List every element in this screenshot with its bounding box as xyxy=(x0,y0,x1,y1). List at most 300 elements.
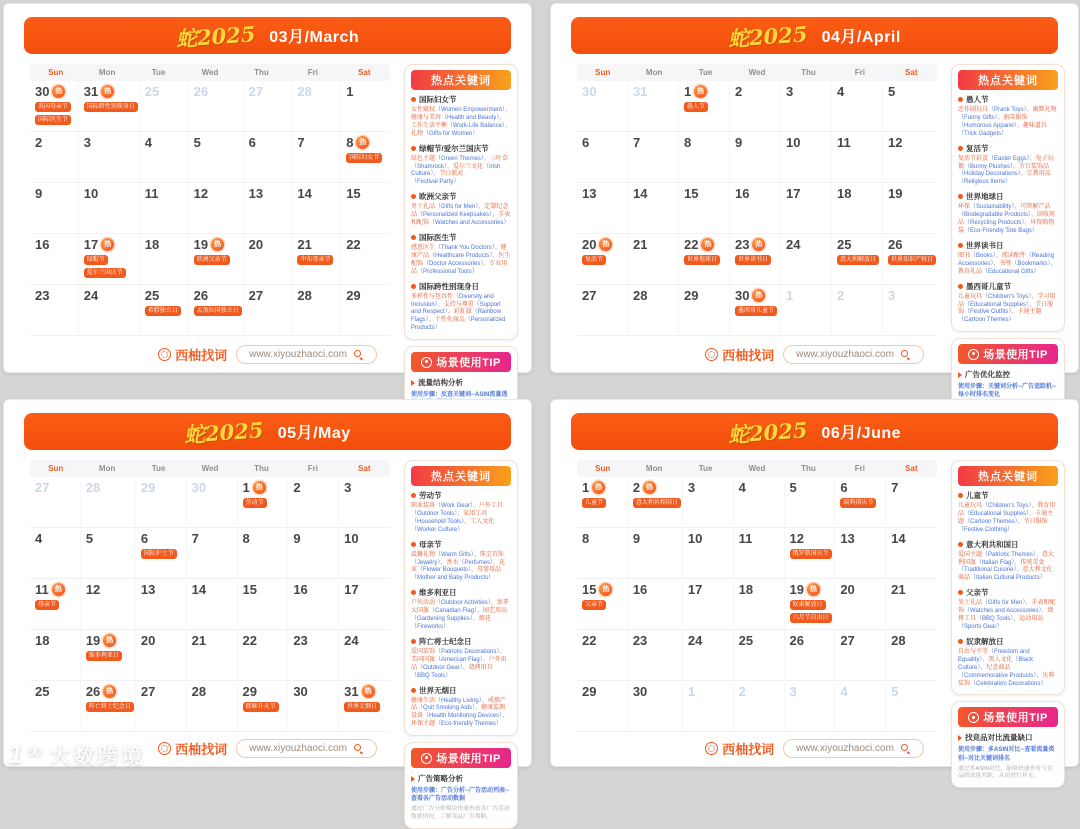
search-icon[interactable] xyxy=(354,744,364,754)
term-cn: 、节日服饰 xyxy=(958,301,1054,316)
term-cn: 、烧烤用具 xyxy=(462,664,493,671)
date-line xyxy=(837,237,881,252)
date-cell xyxy=(292,132,341,183)
date-number: 1 xyxy=(346,84,354,99)
date-number: 5 xyxy=(789,480,797,495)
term-en: （Healthcare Products） xyxy=(429,252,493,259)
keyword-terms xyxy=(958,156,1058,188)
tip-header-text: 场景使用TIP xyxy=(436,753,501,766)
date-number: 13 xyxy=(582,186,597,201)
keyword-terms xyxy=(411,245,511,277)
term-en: （Outdoor Tools） xyxy=(411,510,458,517)
term-en: （Festive Outfits） xyxy=(964,309,1012,316)
hot-badge-icon: 热 xyxy=(752,238,765,251)
holiday-badge: 父亲节 xyxy=(582,600,606,610)
website-pill[interactable] xyxy=(783,345,924,364)
term-en: （Educational Supplies） xyxy=(964,301,1030,308)
bullet-dot-icon xyxy=(411,235,416,240)
date-number: 27 xyxy=(248,288,264,303)
term-cn: 多样性与包容性 xyxy=(411,293,454,300)
keywords-header: 热点关键词 xyxy=(411,466,511,486)
keywords-header: 热点关键词 xyxy=(411,70,511,90)
keyword-terms xyxy=(411,294,511,334)
date-number: 31 xyxy=(83,84,99,99)
holiday-badge: 欧洲父亲节 xyxy=(194,255,230,265)
date-cell xyxy=(136,477,187,528)
term-en: （Healthy Living） xyxy=(435,697,482,704)
term-cn: 、香水 xyxy=(440,559,459,566)
term-cn: 、意大利文化商品 xyxy=(958,567,1053,582)
date-cell xyxy=(187,630,238,681)
date-number: 1 xyxy=(683,84,692,99)
calendar-grid xyxy=(30,477,390,732)
calendar-grid xyxy=(30,81,390,336)
date-cell xyxy=(288,579,339,630)
date-line xyxy=(688,480,732,495)
date-line xyxy=(888,237,936,252)
date-cell xyxy=(79,285,140,336)
term-en: （BBQ Tools） xyxy=(976,616,1014,623)
bullet-dot-icon xyxy=(411,284,416,289)
date-number: 21 xyxy=(891,582,906,597)
holiday-badge: 国际跨性别现身日 xyxy=(84,102,138,112)
term-en: （Educational Gifts） xyxy=(982,268,1040,275)
date-cell xyxy=(30,132,79,183)
date-line xyxy=(297,288,339,303)
date-line xyxy=(888,186,936,201)
date-line xyxy=(346,237,389,252)
term-cn: 职业装备 xyxy=(411,503,436,509)
keyword-terms xyxy=(411,503,511,535)
search-icon[interactable] xyxy=(354,350,364,360)
term-cn: 、兔子玩偶 xyxy=(958,155,1054,170)
date-number: 25 xyxy=(738,633,754,648)
term-en: （Green Themes） xyxy=(435,155,484,162)
weekday-label: Thu xyxy=(254,464,269,473)
date-cell xyxy=(577,681,628,732)
term-cn: 健康生活 xyxy=(411,697,436,704)
date-cell xyxy=(835,528,886,579)
term-cn: 、趣味道具 xyxy=(1016,122,1047,129)
date-number: 2 xyxy=(35,135,43,150)
term-en: （Holiday Decorations） xyxy=(958,171,1021,178)
date-number: 30 xyxy=(582,84,597,99)
keyword-terms xyxy=(411,156,511,188)
keywords-header: 热点关键词 xyxy=(958,466,1058,486)
date-line xyxy=(35,186,77,201)
date-cell xyxy=(683,681,734,732)
bullet-dot-icon xyxy=(958,284,963,289)
date-line xyxy=(194,288,242,303)
date-line xyxy=(84,288,138,303)
keyword-title xyxy=(411,490,511,501)
weekday-label: Tue xyxy=(698,68,713,77)
date-line xyxy=(297,186,339,201)
search-icon[interactable] xyxy=(901,350,911,360)
date-number: 11 xyxy=(144,186,159,201)
holiday-badge: 瑞典国庆节 xyxy=(840,498,876,508)
holiday-badge: 奴隶解放日 xyxy=(790,600,826,610)
date-number: 8 xyxy=(346,135,354,150)
term-cn: 、传统美食 xyxy=(1014,559,1045,566)
date-number: 30 xyxy=(191,480,207,495)
tip-note: 通过广告分析模块快速查看各广告活动数据情况，了解竞品广告策略。 xyxy=(411,806,510,821)
date-cell xyxy=(30,579,81,630)
calendar xyxy=(577,64,937,336)
term-en: （Educational Supplies） xyxy=(964,510,1030,517)
date-number: 4 xyxy=(35,531,43,546)
date-line xyxy=(293,582,337,597)
date-line xyxy=(582,237,626,252)
term-en: （Patriotic Themes） xyxy=(982,551,1036,558)
date-line xyxy=(293,480,337,495)
date-number: 5 xyxy=(887,84,896,99)
holiday-badge: 国际医生节 xyxy=(35,115,71,125)
date-number: 27 xyxy=(140,684,156,699)
date-line xyxy=(891,531,936,546)
term-cn: 、加拿大国旗 xyxy=(411,600,509,615)
keyword-title-text: 劳动节 xyxy=(419,491,442,500)
website-url: www.xiyouzhaoci.com xyxy=(249,349,347,360)
date-number: 11 xyxy=(738,531,753,546)
date-number: 9 xyxy=(35,186,43,201)
term-en: （Irish Culture） xyxy=(411,163,501,178)
keyword-title-text: 母亲节 xyxy=(419,539,442,549)
bullet-dot-icon xyxy=(411,493,416,498)
brand-name: 西柚找词 xyxy=(175,742,228,757)
date-number: 3 xyxy=(887,288,896,303)
date-number: 4 xyxy=(144,135,153,150)
weekday-label: Sun xyxy=(48,68,64,77)
date-cell xyxy=(679,234,730,285)
date-line xyxy=(344,684,389,699)
date-cell xyxy=(30,81,79,132)
keyword-terms xyxy=(958,294,1058,326)
term-en: （Support and Respect） xyxy=(411,301,501,316)
holiday-badge: 希腊独立日 xyxy=(145,306,181,316)
date-number: 26 xyxy=(193,84,209,99)
weekday-header-row xyxy=(30,460,390,477)
tip-steps: 使用步骤：广告分析--广告活动列表--查看各广告活动数据 xyxy=(411,788,509,803)
date-line xyxy=(786,288,830,303)
snake-2025-logo: 蛇2025 xyxy=(183,416,265,448)
hot-badge-icon: 热 xyxy=(752,289,765,302)
date-line xyxy=(684,237,728,252)
tip-header-text: 场景使用TIP xyxy=(983,349,1048,362)
date-number: 29 xyxy=(683,288,699,303)
date-cell xyxy=(679,132,730,183)
term-en: （Diversity and Inclusion） xyxy=(411,293,494,308)
term-en: （Religious Items） xyxy=(958,179,1012,186)
date-line xyxy=(192,582,236,597)
date-line xyxy=(293,684,337,699)
date-number: 12 xyxy=(887,135,903,150)
term-en: （Trick Gadgets） xyxy=(958,130,1008,137)
weekday-label: Tue xyxy=(151,68,166,77)
date-number: 8 xyxy=(683,135,692,150)
date-cell xyxy=(835,630,886,681)
term-cn: 、宗教用品 xyxy=(1020,171,1051,178)
website-pill[interactable] xyxy=(783,739,924,758)
date-cell xyxy=(189,132,244,183)
holiday-badge: 六月节自由日 xyxy=(790,613,832,623)
term-cn: 、节日服饰 xyxy=(1017,518,1048,525)
date-line xyxy=(739,633,783,648)
date-line xyxy=(633,480,681,495)
month-header xyxy=(571,413,1058,450)
date-line xyxy=(735,237,779,252)
date-cell xyxy=(136,630,187,681)
date-number: 18 xyxy=(738,582,754,597)
month-header xyxy=(571,17,1058,54)
date-number: 17 xyxy=(687,582,703,597)
term-en: （Thank You Doctors） xyxy=(435,244,495,251)
date-cell xyxy=(730,234,781,285)
date-line xyxy=(582,633,626,648)
grapefruit-logo-icon xyxy=(705,742,718,755)
weekday-label: Thu xyxy=(801,68,816,77)
keyword-title xyxy=(411,281,511,292)
date-line xyxy=(346,135,389,150)
month-title: 06月/June xyxy=(821,425,902,442)
date-cell xyxy=(577,234,628,285)
date-line xyxy=(35,237,77,252)
keywords-box xyxy=(404,460,518,736)
date-line xyxy=(192,633,236,648)
tip-topic-text: 广告优化监控 xyxy=(965,370,1010,380)
date-line xyxy=(688,684,732,699)
keyword-terms xyxy=(958,552,1058,584)
grapefruit-logo-icon xyxy=(158,348,171,361)
term-en: （Patriotic Decorations） xyxy=(435,648,500,655)
date-number: 9 xyxy=(632,531,641,546)
term-cn: 、户外工具 xyxy=(472,503,503,509)
date-number: 12 xyxy=(85,582,101,597)
date-cell xyxy=(883,285,937,336)
weekday-header-row xyxy=(577,64,937,81)
date-line xyxy=(35,84,77,99)
term-en: （Quit Smoking Aids） xyxy=(417,705,476,712)
date-line xyxy=(84,237,138,252)
date-line xyxy=(633,684,681,699)
term-en: （Black Culture） xyxy=(958,656,1034,671)
term-cn: 儿童玩具 xyxy=(958,293,983,300)
tip-header-text: 场景使用TIP xyxy=(983,712,1048,725)
date-cell xyxy=(781,285,832,336)
holiday-badge: 英国母亲节 xyxy=(35,102,71,112)
term-en: （Worker Culture） xyxy=(411,526,464,533)
keyword-title xyxy=(411,587,511,598)
date-number: 20 xyxy=(582,237,597,252)
calendar xyxy=(577,460,937,732)
date-cell xyxy=(628,579,683,630)
date-line xyxy=(790,684,834,699)
date-number: 27 xyxy=(582,288,597,303)
term-en: （Bunny Plushes） xyxy=(964,163,1014,170)
weekday-label: Mon xyxy=(98,464,116,473)
holiday-badge: 意大利共和国日 xyxy=(633,498,681,508)
hot-badge-icon: 热 xyxy=(253,481,266,494)
date-cell xyxy=(140,285,189,336)
term-en: （Easter Eggs） xyxy=(988,155,1030,162)
date-line xyxy=(837,135,881,150)
term-en: （Celebration Decorations） xyxy=(970,680,1047,687)
holiday-badge: 世界知识产权日 xyxy=(888,255,936,265)
term-en: （Doctor Accessories） xyxy=(423,260,484,267)
date-cell xyxy=(883,132,937,183)
term-cn: 复活节彩蛋 xyxy=(958,155,989,162)
keyword-terms xyxy=(958,107,1058,139)
date-cell xyxy=(288,630,339,681)
hot-badge-icon: 热 xyxy=(599,238,612,251)
term-en: （Canadian Flag） xyxy=(429,608,478,615)
watermark-logo-digit: 1 xyxy=(8,739,24,769)
keyword-title xyxy=(958,240,1058,251)
keyword-item xyxy=(958,143,1058,188)
date-cell xyxy=(883,183,937,234)
term-cn: 、节日派对 xyxy=(433,171,464,178)
weekday-label: Tue xyxy=(698,464,713,473)
date-line xyxy=(739,531,783,546)
grapefruit-logo-icon xyxy=(158,742,171,755)
holiday-badge: 中东母亲节 xyxy=(297,255,333,265)
date-cell xyxy=(30,681,81,732)
weekday-label: Sat xyxy=(905,68,918,77)
date-line xyxy=(891,633,936,648)
term-cn: 、节日装饰品 xyxy=(1013,163,1050,170)
date-number: 26 xyxy=(789,633,804,648)
date-line xyxy=(35,531,79,546)
date-number: 24 xyxy=(344,633,359,648)
date-line xyxy=(840,582,884,597)
term-cn: 、搞笑服饰 xyxy=(997,114,1028,121)
website-url: www.xiyouzhaoci.com xyxy=(249,743,347,754)
holiday-badge: 劳动节 xyxy=(243,498,267,508)
term-en: （Sports Gear） xyxy=(958,623,1003,630)
keyword-title xyxy=(958,281,1058,292)
date-line xyxy=(790,531,834,546)
date-number: 21 xyxy=(191,633,207,648)
panel-footer xyxy=(4,345,531,364)
date-cell xyxy=(628,528,683,579)
date-cell xyxy=(288,477,339,528)
date-cell xyxy=(238,477,289,528)
term-cn: 、烧烤工具 xyxy=(958,608,1054,623)
date-number: 3 xyxy=(789,684,797,699)
date-line xyxy=(86,480,134,495)
keyword-terms xyxy=(958,503,1058,535)
keyword-item xyxy=(411,232,511,277)
date-line xyxy=(35,684,79,699)
date-line xyxy=(891,582,936,597)
holiday-badge: 国际护士节 xyxy=(141,549,177,559)
date-number: 30 xyxy=(293,684,308,699)
term-cn: 爱国装饰 xyxy=(411,648,436,655)
date-cell xyxy=(341,183,390,234)
date-cell xyxy=(832,132,883,183)
date-number: 30 xyxy=(632,684,648,699)
holiday-badge: 母亲节 xyxy=(35,600,59,610)
keywords-header: 热点关键词 xyxy=(958,70,1058,90)
date-line xyxy=(739,582,783,597)
date-cell xyxy=(339,681,390,732)
keyword-item xyxy=(958,490,1058,535)
date-number: 7 xyxy=(297,135,305,150)
term-cn: 儿童玩具 xyxy=(958,503,983,509)
keyword-item xyxy=(958,539,1058,584)
website-pill[interactable] xyxy=(236,739,377,758)
hot-badge-icon: 热 xyxy=(101,238,114,251)
date-cell xyxy=(628,132,679,183)
date-cell xyxy=(81,630,136,681)
date-number: 16 xyxy=(632,582,648,597)
term-en: （Festival Party） xyxy=(411,179,460,186)
date-number: 21 xyxy=(297,237,312,252)
tip-steps: 使用步骤：反查关键词--ASIN流量透 xyxy=(411,392,508,399)
term-cn: 、健康与美容 xyxy=(411,107,511,121)
calendar-card-march xyxy=(3,3,532,399)
date-line xyxy=(35,288,77,303)
date-line xyxy=(786,84,830,99)
weekday-header-row xyxy=(577,460,937,477)
date-line xyxy=(346,288,389,303)
search-icon[interactable] xyxy=(901,744,911,754)
date-number: 25 xyxy=(35,684,50,699)
date-line xyxy=(582,135,626,150)
term-cn: 、卡通主题 xyxy=(958,510,1054,525)
date-line xyxy=(293,531,337,546)
date-number: 11 xyxy=(836,135,851,150)
date-number: 3 xyxy=(785,84,794,99)
website-pill[interactable] xyxy=(236,345,377,364)
date-number: 23 xyxy=(293,633,308,648)
term-en: （Personalized Keepsakes） xyxy=(417,212,493,219)
triangle-bullet-icon xyxy=(411,776,415,782)
date-number: 5 xyxy=(891,684,899,699)
term-cn: 、户外用品 xyxy=(411,656,507,671)
term-cn: 、意大利国旗 xyxy=(958,551,1054,566)
date-line xyxy=(194,237,242,252)
date-number: 7 xyxy=(191,531,199,546)
date-line xyxy=(35,480,79,495)
date-number: 4 xyxy=(738,480,746,495)
bullet-dot-icon xyxy=(958,146,963,151)
term-en: （Professional Tools） xyxy=(417,268,478,275)
date-number: 10 xyxy=(687,531,703,546)
date-number: 11 xyxy=(35,582,49,597)
keyword-title-text: 父亲节 xyxy=(966,588,989,598)
date-line xyxy=(141,480,185,495)
date-cell xyxy=(679,183,730,234)
term-cn: 、环保主题 xyxy=(411,713,509,728)
date-cell xyxy=(683,477,734,528)
hot-badge-icon: 热 xyxy=(592,481,605,494)
tip-topic-text: 找竞品对比流量缺口 xyxy=(965,733,1033,743)
date-cell xyxy=(577,285,628,336)
date-number: 28 xyxy=(297,84,312,99)
date-line xyxy=(837,186,881,201)
term-cn: 、运动用品 xyxy=(1013,616,1044,623)
term-en: （Women Empowerment） xyxy=(435,107,505,113)
date-line xyxy=(582,582,626,597)
tip-topic xyxy=(958,369,1058,380)
date-line xyxy=(582,84,626,99)
date-number: 5 xyxy=(85,531,94,546)
date-cell xyxy=(730,183,781,234)
date-cell xyxy=(577,477,628,528)
date-cell xyxy=(781,183,832,234)
date-cell xyxy=(628,183,679,234)
